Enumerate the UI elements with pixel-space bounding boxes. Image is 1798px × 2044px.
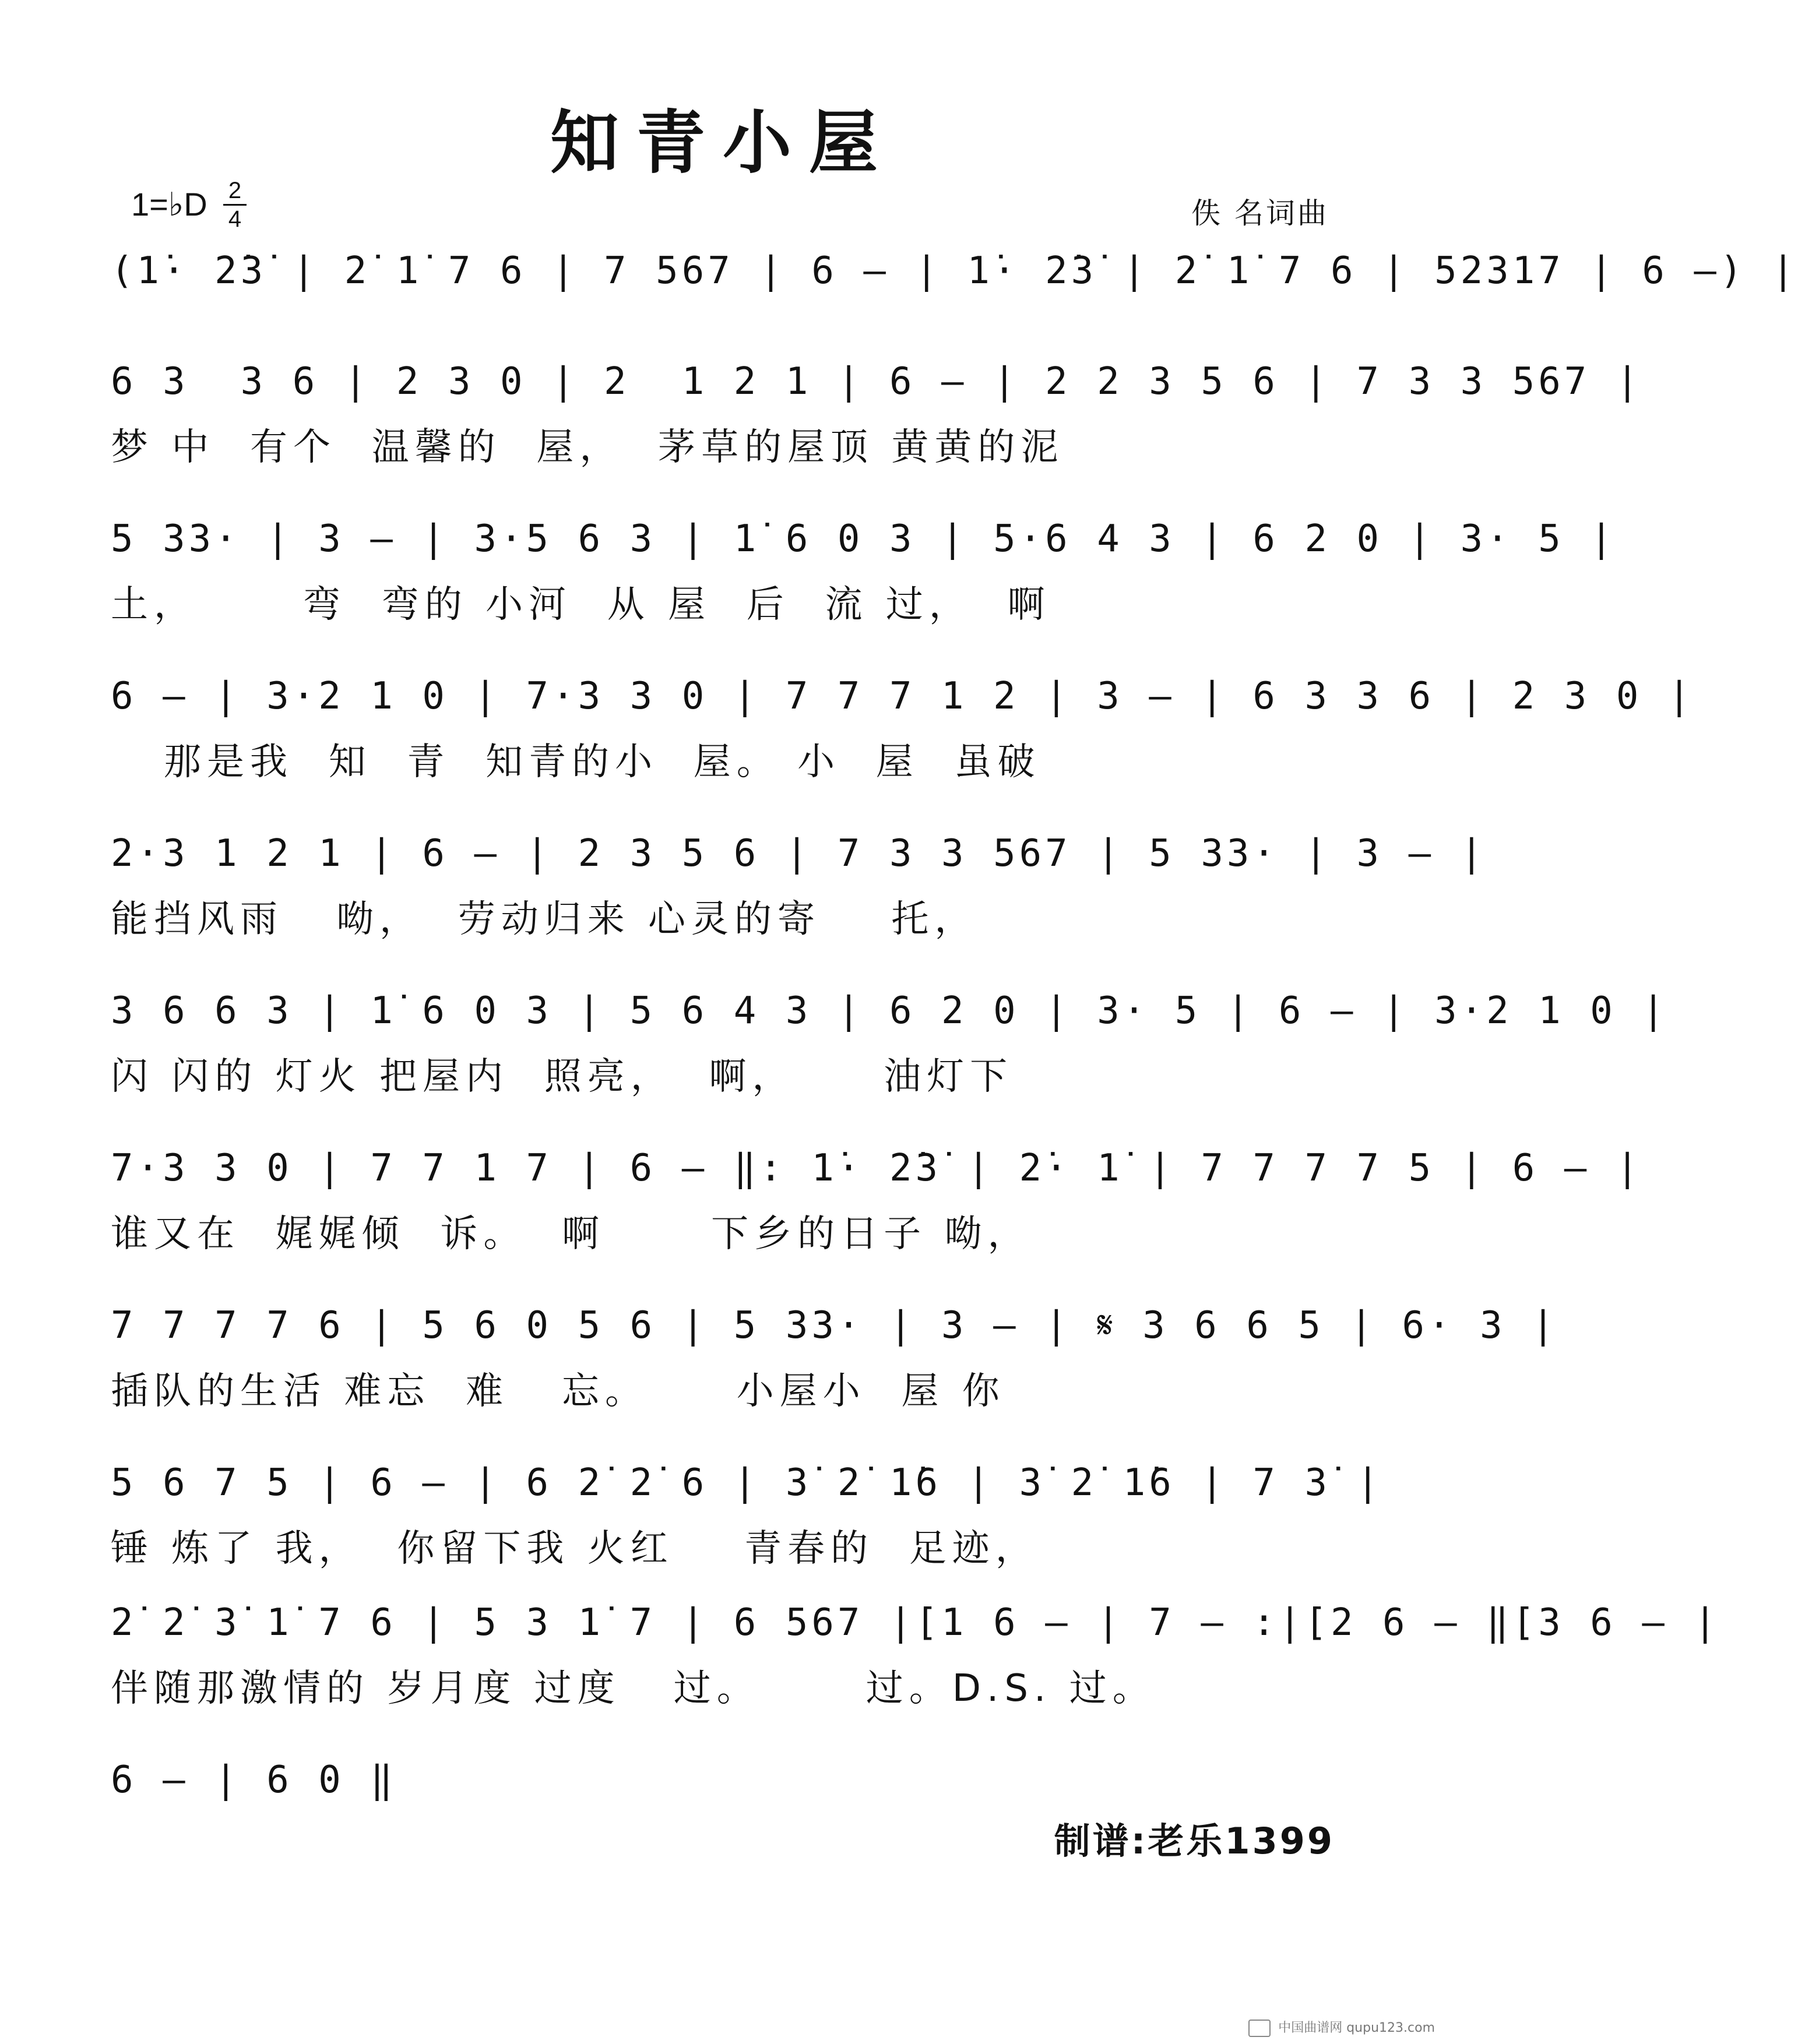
song-title: 知青小屋 bbox=[550, 103, 895, 183]
site-logo-icon bbox=[1248, 2020, 1271, 2037]
time-signature bbox=[223, 178, 247, 231]
notation-line: 6 — | 3·2 1 0 | 7·3 3 0 | 7 7 7 1 2 | 3 — | 6 3 3 6 | 2 3 0 | bbox=[111, 675, 1694, 718]
time-signature-bottom: 4 bbox=[228, 206, 242, 232]
lyric-line: 伴随那激情的 岁月度 过度 过。 过。D.S. 过。 bbox=[111, 1667, 1156, 1710]
notation-line: 2·3 1 2 1 | 6 — | 2 3 5 6 | 7 3 3 567 | 5 33· | 3 — | bbox=[111, 832, 1487, 875]
lyric-line: 闪 闪的 灯火 把屋内 照亮， 啊， 油灯下 bbox=[111, 1055, 1014, 1098]
notation-line: 6 3 3 6 | 2 3 0 | 2 1 2 1 | 6 — | 2 2 3 5 6 | 7 3 3 567 | bbox=[111, 360, 1642, 403]
lyric-line: 土， 弯 弯的 小河 从 屋 后 流 过， 啊 bbox=[111, 583, 1051, 626]
notation-line: 5 33· | 3 — | 3·5 6 3 | 1̇ 6 0 3 | 5·6 4 3 | 6 2 0 | 3· 5 | bbox=[111, 517, 1616, 561]
lyric-line: 谁又在 娓娓倾 诉。 啊 下乡的日子 呦， bbox=[111, 1213, 1031, 1256]
lyric-line: 那是我 知 青 知青的小 屋。 小 屋 虽破 bbox=[111, 741, 1041, 784]
lyric-line: 锤 炼了 我， 你留下我 火红 青春的 足迹， bbox=[111, 1527, 1039, 1570]
notation-line: 5 6 7 5 | 6 — | 6 2̇ 2̇ 6 | 3̇ 2̇ 1̇6 | 3̇ 2̇ 1̇6 | 7 3̇ | bbox=[111, 1461, 1383, 1504]
time-signature-top: 2 bbox=[228, 178, 242, 203]
transcriber-credit: 制谱:老乐1399 bbox=[1054, 1820, 1335, 1862]
notation-line: 7 7 7 7 6 | 5 6 0 5 6 | 5 33· | 3 — | 𝄋 3 6 6 5 | 6· 3 | bbox=[111, 1304, 1558, 1347]
notation-line: 3 6 6 3 | 1̇ 6 0 3 | 5 6 4 3 | 6 2 0 | 3· 5 | 6 — | 3·2 1 0 | bbox=[111, 989, 1668, 1032]
lyric-line: 梦 中 有个 温馨的 屋， 茅草的屋顶 黄黄的泥 bbox=[111, 426, 1064, 469]
watermark-text: 中国曲谱网 qupu123.com bbox=[1278, 2021, 1435, 2035]
notation-line: 6 — | 6 0 ‖ bbox=[111, 1758, 396, 1802]
site-watermark bbox=[1248, 2018, 1435, 2037]
lyric-line: 插队的生活 难忘 难 忘。 小屋小 屋 你 bbox=[111, 1370, 1005, 1413]
notation-line: 2̇ 2̇ 3̇ 1̇ 7 6 | 5 3 1̇ 7 | 6 567 |[1 6 — | 7 — :|[2 6 — ‖[3 6 — | bbox=[111, 1601, 1720, 1644]
notation-line: (1̇· 2̇3̇ | 2̇ 1̇ 7 6 | 7 567 | 6 — | 1̇· 2̇3̇ | 2̇ 1̇ 7 6 | 52317 | 6 —) | bbox=[111, 249, 1798, 292]
notation-line: 7·3 3 0 | 7 7 1 7 | 6 — ‖: 1̇· 2̇3̇ | 2̇· 1̇ | 7 7 7 7 5 | 6 — | bbox=[111, 1147, 1642, 1190]
key-signature: 1=♭D bbox=[131, 186, 207, 223]
composer-credit: 佚 名词曲 bbox=[1191, 196, 1329, 230]
lyric-line bbox=[111, 313, 1340, 360]
lyric-line: 能挡风雨 呦， 劳动归来 心灵的寄 托， bbox=[111, 898, 978, 941]
